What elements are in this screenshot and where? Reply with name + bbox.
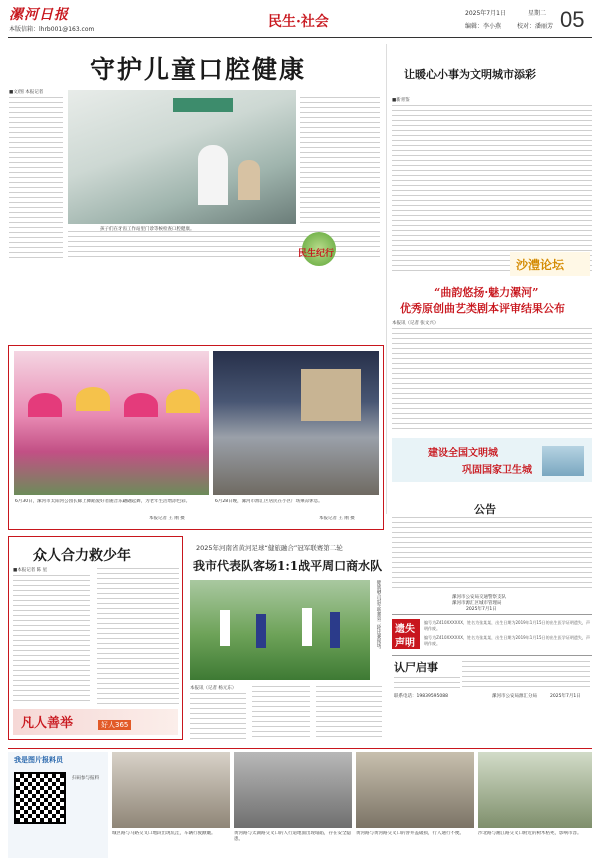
- claim-contact: 联系电话：19839595088: [394, 694, 448, 699]
- player-1: [220, 610, 230, 646]
- shaping-forum-text: 沙澧论坛: [516, 258, 565, 272]
- bottom-caption-4: 沙北路与湘江路交叉口附近的树木枯死，影响市容。: [478, 831, 582, 836]
- photo-caption-left: 6月30日，漯河市太阳河公园长廊上舞蹈爱好者随音乐翩翩起舞，为老年生活增添色彩。: [15, 499, 191, 504]
- bottom-photo-3: [356, 752, 474, 828]
- civil-banner-line2: 巩固国家卫生城: [462, 465, 532, 476]
- fan-3: [124, 393, 158, 417]
- photo-credit-left: 本报记者 王 刚 摄: [149, 516, 185, 521]
- bottom-divider: [8, 748, 592, 749]
- right-column-divider: [386, 44, 387, 514]
- child-figure: [238, 160, 260, 200]
- bottom-photo-4: [478, 752, 592, 828]
- photo-report-side: 扫码参与报料: [72, 776, 99, 781]
- player-4: [330, 612, 340, 648]
- essay-body: [392, 104, 592, 274]
- notice-org-1: 漯河市公安局交通警察支队: [452, 595, 506, 600]
- good-deeds-banner: [13, 709, 178, 735]
- lead-title: 守护儿童口腔健康: [90, 55, 307, 84]
- good-deeds-sub: 好人365: [98, 720, 131, 730]
- football-byline: 本报讯（记者 杨元东）: [190, 686, 237, 691]
- civil-banner-line1: 建设全国文明城: [428, 448, 498, 459]
- civil-banner: [392, 438, 592, 482]
- editor-line: 编辑：李小燕: [465, 23, 502, 30]
- bottom-caption-1: 城区路与马路交叉口地段出现坑洼，车辆行驶颠簸。: [112, 831, 216, 836]
- claim-org: 漯河市公安局源汇分局: [492, 694, 537, 699]
- photo-report-title: 我是图片报料员: [14, 755, 63, 764]
- drama-title-2: 优秀原创曲艺类剧本评审结果公布: [400, 302, 565, 315]
- qr-code: [14, 772, 66, 824]
- plaza-photo: [213, 351, 379, 495]
- drama-title-1: “曲韵悠扬·魅力漯河”: [434, 286, 539, 299]
- bottom-caption-2: 黄河路与太湖路交叉口的人行道地面出现塌陷，存在安全隐患。: [234, 831, 351, 842]
- fan-4: [166, 389, 200, 413]
- football-photo: [190, 580, 370, 680]
- bottom-photo-2: [234, 752, 352, 828]
- lost-box: [392, 614, 592, 652]
- building: [301, 369, 361, 421]
- section-title: 民生·社会: [268, 14, 329, 30]
- doctor-figure: [198, 145, 228, 205]
- rescue-byline: ■本报记者 陈 星: [13, 568, 48, 573]
- page-number: 05: [560, 7, 585, 32]
- masthead-divider: [8, 37, 592, 38]
- claim-box: [392, 655, 592, 711]
- notice-body: [392, 516, 592, 590]
- notice-date: 2025年7月1日: [466, 607, 497, 612]
- drama-byline: 本报讯（记者 张文兴）: [392, 321, 439, 326]
- minsheng-badge: [296, 232, 340, 272]
- football-body-3: [316, 685, 382, 740]
- football-title: 我市代表队客场1:1战平周口商水队: [193, 559, 383, 573]
- good-deeds-main: 凡人善举: [21, 716, 74, 731]
- masthead: [0, 0, 599, 38]
- essay-title: 让暖心小事为文明城市添彩: [404, 68, 536, 81]
- dance-photo: [14, 351, 209, 495]
- football-body-2: [252, 685, 310, 740]
- claim-title: 认尸启事: [394, 661, 438, 674]
- notice-title: 公告: [474, 503, 496, 516]
- clinic-sign: [173, 98, 233, 112]
- issue-date: 2025年7月1日: [465, 10, 506, 17]
- bottom-photo-1: [112, 752, 230, 828]
- claim-date: 2025年7月1日: [550, 694, 581, 699]
- photo-row-frame: [8, 345, 384, 530]
- lost-label-1: 遗失: [395, 624, 415, 635]
- badge-text: 民生纪行: [298, 249, 335, 259]
- rescue-body-right: [97, 567, 179, 704]
- lead-body-col1: [9, 96, 63, 259]
- claim-body: [462, 660, 590, 688]
- notice-org-2: 漯河市源汇区城市管理局: [452, 601, 502, 606]
- civil-banner-graphic: [542, 446, 584, 476]
- fan-1: [28, 393, 62, 417]
- lost-item-1: 编号为Z410XXXXXX，姓名为张某某，出生日期为2019年1月15日的出生医学证明遗失，声明作废。: [424, 620, 590, 631]
- lost-label: [392, 619, 420, 649]
- lost-item-2: 编号为Z410XXXXXX，姓名为张某某，出生日期为2019年1月15日的出生医学证明遗失，声明作废。: [424, 635, 590, 646]
- lead-body-col3: [300, 96, 380, 224]
- lead-photo: [68, 90, 296, 224]
- rescue-title: 众人合力救少年: [33, 548, 131, 564]
- shaping-forum-badge: [510, 252, 590, 276]
- bottom-caption-3: 黄河路与黄河路交叉口的窨井盖破损，行人通行不便。: [356, 831, 464, 836]
- photo-report-box: [8, 752, 108, 858]
- football-body-1: [190, 692, 246, 740]
- photo-credit-right: 本报记者 王 刚 摄: [319, 516, 355, 521]
- football-vertical-note: 健旅融合冠军联赛第二轮比赛现场。: [376, 580, 381, 652]
- drama-body: [392, 327, 592, 432]
- player-2: [256, 614, 266, 648]
- rescue-frame: [8, 536, 183, 740]
- football-kicker: 2025年河南省黄河足球“健旅融合”冠军联赛第二轮: [196, 544, 343, 552]
- player-3: [302, 608, 312, 646]
- weekday: 星期二: [528, 10, 547, 17]
- lost-label-2: 声明: [395, 638, 415, 649]
- email-line: 本版信箱：lhrb001@163.com: [9, 26, 95, 33]
- fan-2: [76, 387, 110, 411]
- photo-caption-right: 6月28日晚，漯河市源汇区居民在小区广场乘凉休息。: [215, 499, 323, 504]
- lead-photo-caption: 孩子们在牙齿工作站里门诊等候检查口腔健康。: [100, 227, 195, 232]
- lead-byline: ■文/图 本报记者: [9, 90, 44, 95]
- essay-byline: ■新青鉴: [392, 98, 410, 103]
- claim-body-2: [394, 676, 460, 688]
- proof-line: 校对：潘丽芳: [517, 23, 554, 30]
- rescue-body-left: [13, 574, 90, 704]
- newspaper-logo: 漯河日报: [9, 7, 69, 23]
